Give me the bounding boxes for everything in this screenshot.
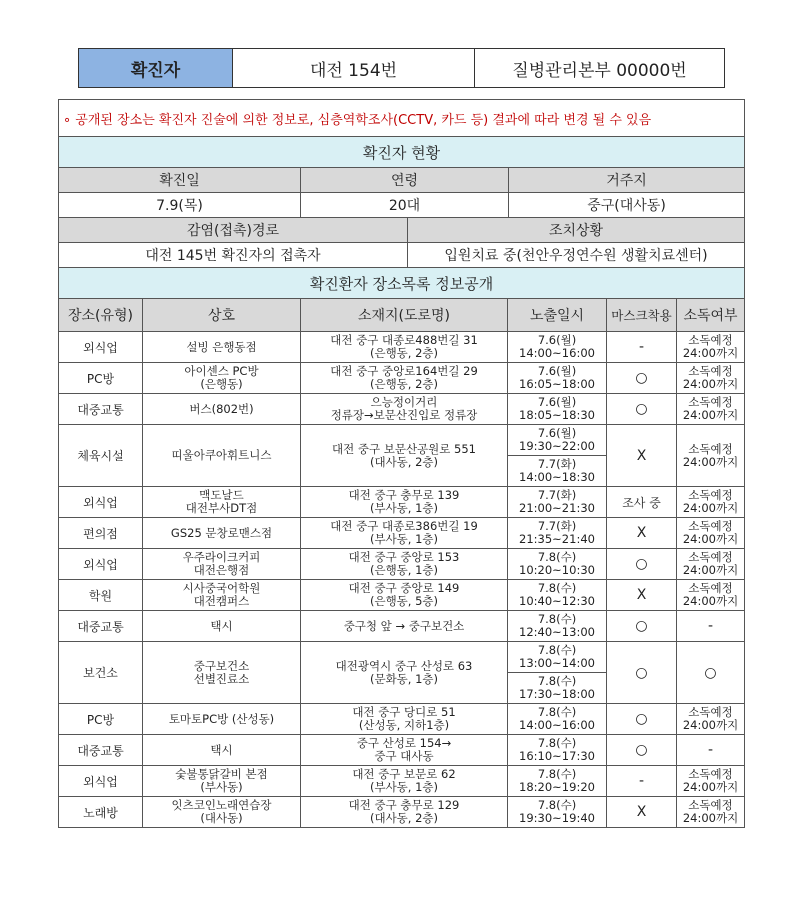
disinfect-status — [677, 425, 745, 487]
exposure-time — [508, 363, 607, 394]
exposure-time-line: 21:00~21:30 — [519, 501, 595, 515]
places-table — [58, 298, 745, 828]
place-name-line: GS25 문창로맨스점 — [170, 525, 273, 540]
disinfect-status-line: 소독예정 — [688, 488, 733, 502]
place-name-line: 택시 — [210, 742, 233, 757]
mask-status: 조사 중 — [607, 487, 677, 518]
place-address — [301, 704, 508, 735]
place-address-line: 대전 중구 당디로 51 — [352, 705, 456, 719]
disinfect-status-line: - — [707, 742, 714, 758]
place-type: 학원 — [59, 580, 143, 611]
place-name-line: 대전부사DT점 — [185, 501, 258, 515]
place-address-line: (부사동, 1층) — [369, 532, 439, 546]
place-address — [301, 611, 508, 642]
mask-status: ○ — [607, 704, 677, 735]
place-type: 대중교통 — [59, 611, 143, 642]
exposure-time — [508, 425, 607, 456]
disinfect-status-line: 24:00까지 — [682, 532, 739, 546]
status-table — [58, 99, 745, 299]
place-type: 대중교통 — [59, 735, 143, 766]
disinfect-status — [677, 487, 745, 518]
place-name — [143, 549, 301, 580]
disinfect-status-line: 24:00까지 — [682, 780, 739, 794]
place-row — [59, 704, 745, 735]
disinfect-status-line: 24:00까지 — [682, 594, 739, 608]
mask-status: - — [607, 332, 677, 363]
exposure-time-line: 12:40~13:00 — [519, 625, 595, 639]
residence-value: 중구(대사동) — [509, 193, 745, 218]
age-label: 연령 — [301, 168, 509, 193]
exposure-time-line: 7.6(월) — [537, 333, 577, 347]
place-address-line: 대전 중구 보문로 62 — [352, 767, 456, 781]
col-type-header: 장소(유형) — [59, 299, 143, 332]
place-address — [301, 425, 508, 487]
place-name-line: 대전은행점 — [193, 563, 250, 577]
disinfect-status — [677, 735, 745, 766]
exposure-time — [508, 704, 607, 735]
place-name — [143, 642, 301, 704]
exposure-time-line: 7.6(월) — [537, 364, 577, 378]
disinfect-status-line: 소독예정 — [688, 581, 733, 595]
mask-status: X — [607, 580, 677, 611]
place-address-line: (은행동, 5층) — [369, 594, 439, 608]
place-type: 노래방 — [59, 797, 143, 828]
place-name — [143, 580, 301, 611]
case-header — [78, 48, 725, 88]
route-value: 대전 145번 확진자의 접촉자 — [59, 243, 408, 268]
place-address — [301, 518, 508, 549]
place-name — [143, 797, 301, 828]
disinfect-status — [677, 363, 745, 394]
residence-label: 거주지 — [509, 168, 745, 193]
place-name-line: 설빙 은행동점 — [186, 339, 257, 354]
exposure-time-line: 7.6(월) — [537, 395, 577, 409]
exposure-time — [508, 456, 607, 487]
mask-status: ○ — [607, 735, 677, 766]
exposure-time — [508, 487, 607, 518]
exposure-time — [508, 642, 607, 673]
mask-status: ○ — [607, 611, 677, 642]
col-name-header: 상호 — [143, 299, 301, 332]
place-row — [59, 487, 745, 518]
place-name-line: 맥도날드 — [199, 488, 244, 502]
exposure-time — [508, 735, 607, 766]
place-address — [301, 735, 508, 766]
place-address — [301, 766, 508, 797]
disinfect-status-line: ○ — [704, 664, 717, 681]
place-name-line: 토마토PC방 (산성동) — [168, 711, 275, 726]
exposure-time-line: 7.7(화) — [537, 488, 577, 502]
place-row — [59, 549, 745, 580]
exposure-time-line: 14:00~16:00 — [519, 718, 595, 732]
mask-status: ○ — [607, 363, 677, 394]
exposure-time-line: 21:35~21:40 — [519, 532, 595, 546]
place-name — [143, 332, 301, 363]
disinfect-status-line: 24:00까지 — [682, 811, 739, 825]
place-name — [143, 363, 301, 394]
place-row — [59, 580, 745, 611]
place-name-line: 선별진료소 — [193, 671, 250, 686]
exposure-time — [508, 332, 607, 363]
place-name — [143, 735, 301, 766]
place-row — [59, 425, 745, 456]
disinfect-status — [677, 766, 745, 797]
exposure-time-line: 7.8(수) — [537, 736, 577, 750]
place-address-line: 대전 중구 중앙로 153 — [348, 550, 460, 564]
disinfect-status-line: 소독예정 — [688, 705, 733, 719]
mask-status: X — [607, 797, 677, 828]
place-name-line: 대전캠퍼스 — [193, 594, 250, 608]
disinfect-status — [677, 549, 745, 580]
place-address-line: (부사동, 1층) — [369, 780, 439, 794]
exposure-time-line: 7.8(수) — [537, 705, 577, 719]
place-address — [301, 332, 508, 363]
place-name — [143, 487, 301, 518]
exposure-time — [508, 611, 607, 642]
places-title: 확진환자 장소목록 정보공개 — [59, 268, 745, 299]
action-label: 조치상황 — [408, 218, 745, 243]
place-address — [301, 394, 508, 425]
place-name-line: 우주라이크커피 — [182, 550, 261, 564]
place-address-line: 대전 중구 중앙로 149 — [348, 581, 460, 595]
place-row — [59, 797, 745, 828]
disinfect-status-line: 24:00까지 — [682, 718, 739, 732]
exposure-time-line: 7.8(수) — [537, 767, 577, 781]
place-address-line: 대전 중구 대종로386번길 19 — [330, 519, 478, 533]
disinfect-status — [677, 518, 745, 549]
place-address-line: 으능정이거리 — [370, 395, 438, 409]
date-label: 확진일 — [59, 168, 301, 193]
place-row — [59, 611, 745, 642]
exposure-time-line: 10:20~10:30 — [519, 563, 595, 577]
place-type: 외식업 — [59, 487, 143, 518]
exposure-time-line: 7.8(수) — [537, 674, 577, 688]
exposure-time-line: 17:30~18:00 — [519, 687, 595, 701]
place-address — [301, 580, 508, 611]
place-row — [59, 735, 745, 766]
disinfect-status-line: 소독예정 — [688, 550, 733, 564]
route-label: 감염(접촉)경로 — [59, 218, 408, 243]
disinfect-status — [677, 704, 745, 735]
disinfect-status — [677, 642, 745, 704]
col-address-header: 소재지(도로명) — [301, 299, 508, 332]
place-address-line: (산성동, 지하1층) — [358, 718, 450, 732]
mask-status: ○ — [607, 549, 677, 580]
place-address-line: 중구청 앞 → 중구보건소 — [343, 618, 465, 633]
place-name — [143, 425, 301, 487]
place-row — [59, 642, 745, 673]
exposure-time-line: 7.8(수) — [537, 550, 577, 564]
disinfect-status-line: 24:00까지 — [682, 408, 739, 422]
place-name-line: 숯불통닭갈비 본점 — [175, 767, 268, 781]
place-address-line: (은행동, 2층) — [369, 377, 439, 391]
exposure-time-line: 18:05~18:30 — [519, 408, 595, 422]
exposure-time — [508, 580, 607, 611]
case-patient-id: 대전 154번 — [233, 49, 475, 88]
disinfect-status-line: 24:00까지 — [682, 346, 739, 360]
disinfect-status — [677, 797, 745, 828]
disinfect-status-line: 소독예정 — [688, 798, 733, 812]
place-name-line: (대사동) — [200, 811, 243, 825]
exposure-time-line: 14:00~16:00 — [519, 346, 595, 360]
place-address — [301, 797, 508, 828]
action-value: 입원치료 중(천안우정연수원 생활치료센터) — [408, 243, 745, 268]
case-document — [58, 99, 744, 828]
exposure-time — [508, 549, 607, 580]
place-name-line: (부사동) — [200, 780, 243, 794]
place-type: 외식업 — [59, 332, 143, 363]
place-address-line: (부사동, 1층) — [369, 501, 439, 515]
exposure-time-line: 7.6(월) — [537, 426, 577, 440]
place-type: 편의점 — [59, 518, 143, 549]
exposure-time-line: 7.7(화) — [537, 519, 577, 533]
exposure-time-line: 7.8(수) — [537, 581, 577, 595]
place-name-line: 택시 — [210, 618, 233, 633]
place-type: 대중교통 — [59, 394, 143, 425]
exposure-time-line: 7.8(수) — [537, 612, 577, 626]
place-address-line: (은행동, 1층) — [369, 563, 439, 577]
col-mask-header: 마스크착용 — [607, 299, 677, 332]
exposure-time-line: 16:05~18:00 — [519, 377, 595, 391]
place-address — [301, 487, 508, 518]
place-address-line: (대사동, 2층) — [369, 811, 439, 825]
place-row — [59, 766, 745, 797]
col-time-header: 노출일시 — [508, 299, 607, 332]
place-name — [143, 518, 301, 549]
place-address-line: 대전 중구 중앙로164번길 29 — [330, 364, 478, 378]
exposure-time — [508, 766, 607, 797]
place-type: 외식업 — [59, 549, 143, 580]
age-value: 20대 — [301, 193, 509, 218]
exposure-time — [508, 673, 607, 704]
place-address — [301, 549, 508, 580]
disinfect-status-line: 소독예정 — [688, 767, 733, 781]
disinfect-status — [677, 611, 745, 642]
exposure-time-line: 14:00~18:30 — [519, 470, 595, 484]
disinfect-status — [677, 394, 745, 425]
place-name — [143, 704, 301, 735]
place-type: PC방 — [59, 704, 143, 735]
place-row — [59, 363, 745, 394]
place-address-line: (대사동, 2층) — [369, 454, 439, 469]
disinfect-status-line: 소독예정 — [688, 441, 733, 456]
disinfect-status — [677, 332, 745, 363]
disinfect-status-line: 소독예정 — [688, 395, 733, 409]
place-name-line: (은행동) — [200, 377, 243, 391]
exposure-time — [508, 518, 607, 549]
place-address — [301, 642, 508, 704]
disinfect-status-line: 24:00까지 — [682, 501, 739, 515]
exposure-time-line: 10:40~12:30 — [519, 594, 595, 608]
mask-status: - — [607, 766, 677, 797]
place-address-line: 대전 중구 충무로 139 — [348, 488, 460, 502]
exposure-time-line: 13:00~14:00 — [519, 656, 595, 670]
place-name — [143, 394, 301, 425]
place-address-line: 중구 대사동 — [374, 749, 434, 763]
disinfect-status-line: 소독예정 — [688, 519, 733, 533]
place-address-line: (문화동, 1층) — [369, 671, 439, 686]
exposure-time-line: 7.8(수) — [537, 798, 577, 812]
exposure-time-line: 18:20~19:20 — [519, 780, 595, 794]
place-name — [143, 611, 301, 642]
place-name-line: 아이센스 PC방 — [184, 364, 259, 378]
notice-text: ∘ 공개된 장소는 확진자 진술에 의한 정보로, 심층역학조사(CCTV, 카드 등) 결과에 따라 변경 될 수 있음 — [59, 100, 745, 137]
mask-status: ○ — [607, 394, 677, 425]
place-type: PC방 — [59, 363, 143, 394]
place-address-line: 정류장→보문산진입로 정류장 — [330, 408, 478, 422]
status-title: 확진자 현황 — [59, 137, 745, 168]
disinfect-status-line: 24:00까지 — [682, 563, 739, 577]
disinfect-status-line: 소독예정 — [688, 364, 733, 378]
confirm-date: 7.9(목) — [59, 193, 301, 218]
exposure-time — [508, 394, 607, 425]
exposure-time-line: 16:10~17:30 — [519, 749, 595, 763]
place-address-line: 대전 중구 대종로488번길 31 — [330, 333, 478, 347]
place-address-line: (은행동, 2층) — [369, 346, 439, 360]
place-row — [59, 332, 745, 363]
mask-status: ○ — [607, 642, 677, 704]
place-type: 보건소 — [59, 642, 143, 704]
place-name-line: 시사중국어학원 — [182, 581, 261, 595]
disinfect-status-line: - — [707, 618, 714, 634]
place-type: 외식업 — [59, 766, 143, 797]
exposure-time-line: 19:30~22:00 — [519, 439, 595, 453]
place-address-line: 대전 중구 보문산공원로 551 — [331, 441, 476, 456]
exposure-time — [508, 797, 607, 828]
place-name-line: 버스(802번) — [189, 401, 254, 416]
place-name-line: 띠울아쿠아휘트니스 — [171, 448, 272, 462]
place-row — [59, 394, 745, 425]
disinfect-status-line: 소독예정 — [688, 333, 733, 347]
mask-status: X — [607, 425, 677, 487]
place-name — [143, 766, 301, 797]
place-name-line: 중구보건소 — [193, 658, 250, 673]
mask-status: X — [607, 518, 677, 549]
case-label: 확진자 — [79, 49, 233, 88]
exposure-time-line: 7.8(수) — [537, 643, 577, 657]
disinfect-status-line: 24:00까지 — [682, 377, 739, 391]
place-address-line: 대전광역시 중구 산성로 63 — [335, 658, 473, 673]
place-row — [59, 518, 745, 549]
disinfect-status — [677, 580, 745, 611]
exposure-time-line: 19:30~19:40 — [519, 811, 595, 825]
case-agency-id: 질병관리본부 00000번 — [475, 49, 725, 88]
place-address-line: 중구 산성로 154→ — [356, 736, 452, 750]
place-address-line: 대전 중구 충무로 129 — [348, 798, 460, 812]
place-name-line: 잇츠코인노래연습장 — [171, 798, 272, 812]
exposure-time-line: 7.7(화) — [537, 457, 577, 471]
col-disinfect-header: 소독여부 — [677, 299, 745, 332]
disinfect-status-line: 24:00까지 — [682, 454, 739, 469]
place-address — [301, 363, 508, 394]
place-type: 체육시설 — [59, 425, 143, 487]
